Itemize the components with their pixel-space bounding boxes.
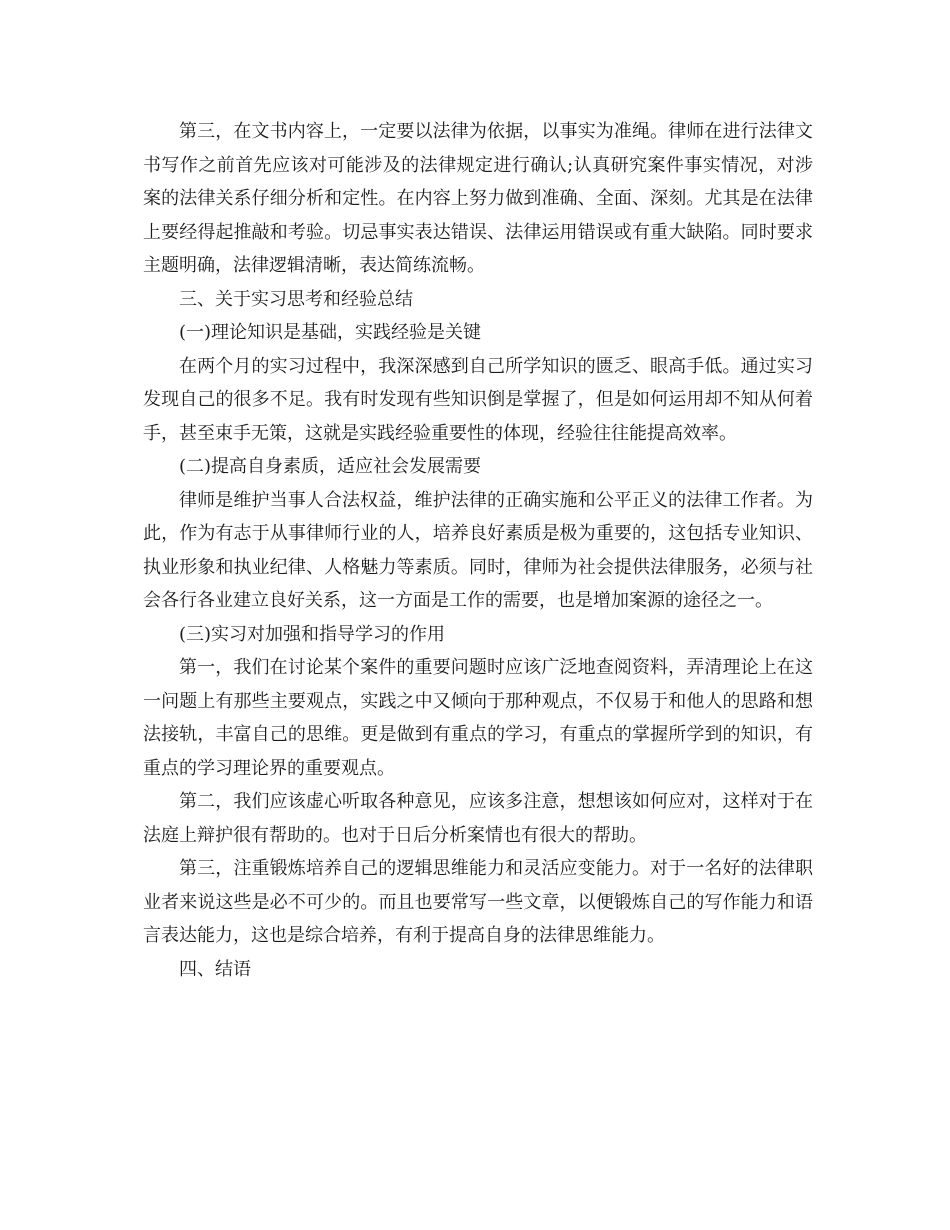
section-heading-conclusion: 四、结语 — [179, 958, 251, 980]
section-heading-reflection: 三、关于实习思考和经验总结 — [179, 288, 413, 310]
paragraph-third-point: 第三，注重锻炼培养自己的逻辑思维能力和灵活应变能力。对于一名好的法律职业者来说这些是必不可少的。而且也要常写一些文章，以便锻炼自己的写作能力和语言表达能力，这也是综合培养，有利于提高自身的法律思维能力。 — [143, 858, 813, 946]
paragraph-first-point: 第一，我们在讨论某个案件的重要问题时应该广泛地查阅资料，弄清理论上在这一问题上有那些主要观点，实践之中又倾向于那种观点，不仅易于和他人的思路和想法接轨，丰富自己的思维。更是做到有重点的学习，有重点的掌握所学到的知识，有重点的学习理论界的重要观点。 — [143, 657, 813, 779]
document-body — [143, 115, 813, 986]
subheading-self-quality: (二)提高自身素质，适应社会发展需要 — [179, 456, 482, 477]
paragraph-third-content: 第三，在文书内容上，一定要以法律为依据，以事实为准绳。律师在进行法律文书写作之前首先应该对可能涉及的法律规定进行确认;认真研究案件事实情况，对涉案的法律关系仔细分析和定性。在内容上努力做到准确、全面、深刻。尤其是在法律上要经得起推敲和考验。切忌事实表达错误、法律运用错误或有重大缺陷。同时要求主题明确，法律逻辑清晰，表达简练流畅。 — [143, 121, 813, 276]
subheading-theory-practice: (一)理论知识是基础，实践经验是关键 — [179, 322, 482, 343]
paragraph-second-point: 第二，我们应该虚心听取各种意见，应该多注意，想想该如何应对，这样对于在法庭上辩护很有帮助的。也对于日后分析案情也有很大的帮助。 — [143, 791, 813, 846]
paragraph-lawyer-quality: 律师是维护当事人合法权益，维护法律的正确实施和公平正义的法律工作者。为此，作为有志于从事律师行业的人，培养良好素质是极为重要的，这包括专业知识、执业形象和执业纪律、人格魅力等素质。同时，律师为社会提供法律服务，必须与社会各行各业建立良好关系，这一方面是工作的需要，也是增加案源的途径之一。 — [143, 489, 813, 611]
subheading-internship-role: (三)实习对加强和指导学习的作用 — [179, 623, 446, 645]
paragraph-internship-experience: 在两个月的实习过程中，我深深感到自己所学知识的匮乏、眼高手低。通过实习发现自己的很多不足。我有时发现有些知识倒是掌握了，但是如何运用却不知从何着手，甚至束手无策，这就是实践经验重要性的体现，经验往往能提高效率。 — [143, 355, 813, 444]
